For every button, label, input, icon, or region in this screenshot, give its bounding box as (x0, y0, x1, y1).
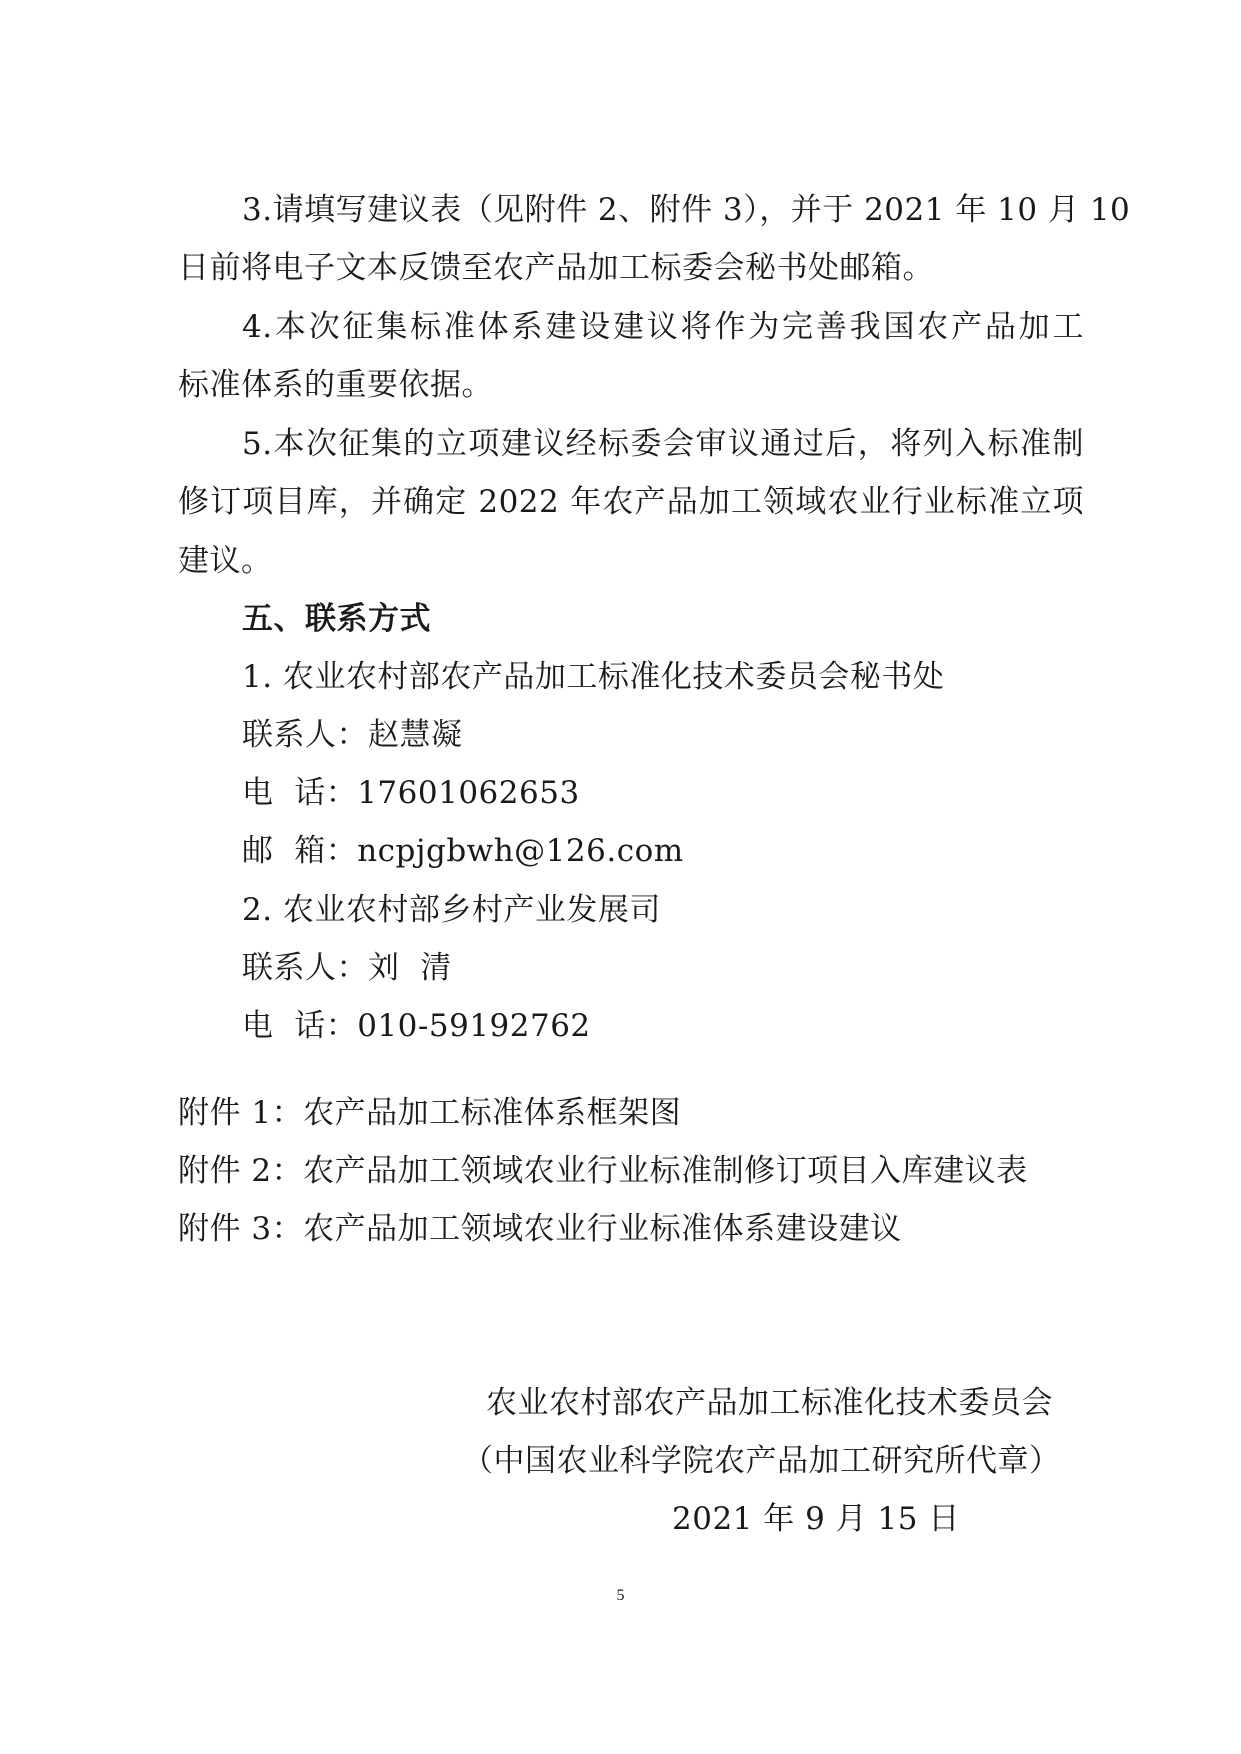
signature-proxy: （中国农业科学院农产品加工研究所代章） (462, 1443, 1061, 1479)
contact-org-1-email: 邮 箱：ncpjgbwh@126.com (242, 833, 684, 869)
paragraph-5-line-3: 建议。 (178, 543, 273, 579)
contact-org-2-person: 联系人：刘 清 (242, 950, 452, 986)
paragraph-5-line-1: 5.本次征集的立项建议经标委会审议通过后，将列入标准制 (242, 426, 1084, 462)
contact-org-1-phone: 电 话：17601062653 (242, 775, 580, 811)
attachment-3: 附件 3：农产品加工领域农业行业标准体系建设建议 (178, 1211, 902, 1247)
contact-org-1-person: 联系人：赵慧凝 (242, 717, 463, 753)
attachment-1: 附件 1：农产品加工标准体系框架图 (178, 1095, 682, 1131)
contact-org-2-phone: 电 话：010-59192762 (242, 1008, 591, 1044)
signature-date: 2021 年 9 月 15 日 (672, 1501, 960, 1537)
signature-org: 农业农村部农产品加工标准化技术委员会 (486, 1385, 1053, 1421)
paragraph-3-line-1: 3.请填写建议表（见附件 2、附件 3），并于 2021 年 10 月 10 (242, 192, 1131, 228)
attachment-2: 附件 2：农产品加工领域农业行业标准制修订项目入库建议表 (178, 1153, 1028, 1189)
paragraph-3-line-2: 日前将电子文本反馈至农产品加工标委会秘书处邮箱。 (178, 250, 934, 286)
contact-org-1: 1. 农业农村部农产品加工标准化技术委员会秘书处 (242, 659, 945, 695)
paragraph-5-line-2: 修订项目库，并确定 2022 年农产品加工领域农业行业标准立项 (178, 484, 1084, 520)
paragraph-4-line-1: 4.本次征集标准体系建设建议将作为完善我国农产品加工 (242, 309, 1084, 345)
page-number: 5 (616, 1587, 625, 1604)
contact-org-2: 2. 农业农村部乡村产业发展司 (242, 892, 661, 928)
contact-heading: 五、联系方式 (242, 601, 431, 637)
paragraph-4-line-2: 标准体系的重要依据。 (178, 367, 493, 403)
